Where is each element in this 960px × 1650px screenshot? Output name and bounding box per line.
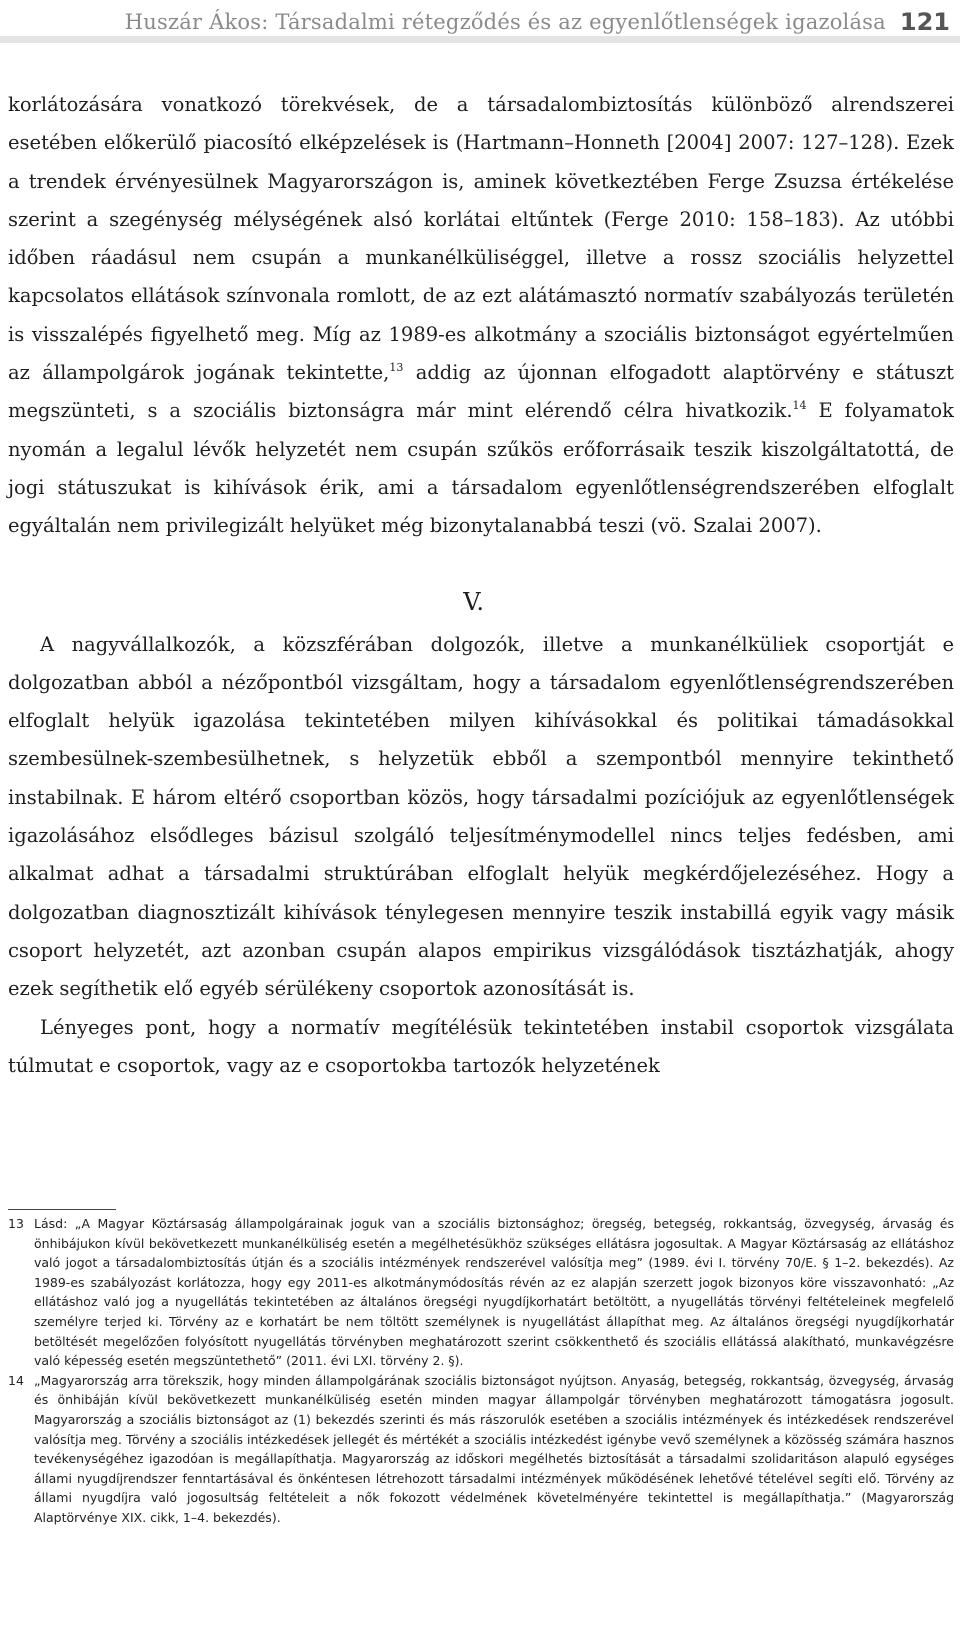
footnote-13 xyxy=(8,1214,954,1371)
page-number: 121 xyxy=(899,8,950,36)
footnotes xyxy=(8,1214,954,1528)
paragraph-text: E folyamatok nyomán a legalul lévők helyzetét nem csupán szűkös erőforrásaik teszik kiszolgáltatottá, de jogi státuszukat is kihívások érik, ami a társadalom egyenlőtlenségrendszerében elfoglalt egyáltalán nem privilegizált helyüket még bizonytalanabbá teszi (vö. Szalai 2007). xyxy=(8,399,954,538)
running-header-title: Huszár Ákos: Társadalmi rétegződés és az egyenlőtlenségek igazolása xyxy=(124,10,886,34)
footnote-14 xyxy=(8,1371,954,1528)
footnote-text: „Magyarország arra törekszik, hogy minden állampolgárának szociális biztonságot nyújtson. Anyaság, betegség, rokkantság, özvegység, árvaság és önhibáján kívül bekövetkezett munkanélküliség esetén minden magyar állampolgár törvényben meghatározott támogatásra jogosult. Magyarország a szociális biztonságot az (1) bekezdés szerinti és más rászorulók esetében a szociális intézmények és intézkedések rendszerével valósítja meg. Törvény a szociális intézkedések jellegét és mértékét a szociális intézkedést igénybe vevő személynek a közösség számára hasznos tevékenységéhez igazodóan is megállapíthatja. Magyarország az időskori megélhetés biztosítását a társadalmi szolidaritáson alapuló egységes állami nyugdíjrendszer fenntartásával és önkéntesen létrehozott társadalmi intézmények működésének lehetővé tételével segíti elő. Törvény az állami nyugdíjra való jogosultság feltételeit a nők fokozott védelmének követelményére tekintettel is megállapíthatja.” (Magyarország Alaptörvénye XIX. cikk, 1–4. bekezdés). xyxy=(34,1372,954,1525)
paragraph-text: addig az újonnan elfogadott alaptörvény e státuszt megszünteti, s a szociális biztonságra már mint elérendő célra hivatkozik. xyxy=(8,361,954,423)
footnote-number: 14 xyxy=(8,1372,24,1388)
section-heading: V. xyxy=(463,587,484,616)
footnote-text: Lásd: „A Magyar Köztársaság állampolgárainak joguk van a szociális biztonsághoz; öregség, betegség, rokkantság, özvegység, árvaság és önhibájukon kívül bekövetkezett munkanélküliség esetén a megélhetésükhöz szükséges ellátásra jogosultak. A Magyar Köztársaság az ellátáshoz való jogot a társadalombiztosítás útján és a szociális intézmények rendszerével valósítja meg” (1989. évi I. törvény 70/E. § 1–2. bekezdés). Az 1989-es szabályozást korlátozza, hogy egy 2011-es alkotmánymódosítás révén az ez alapján szerzett jogok bizonyos köre visszavonható: „Az ellátáshoz való jog a nyugellátás tekintetében az általános öregségi nyugdíjkorhatárt betöltött, a nyugellátás törvényi feltételeinek megfelelő személyre terjed ki. Törvény az e korhatárt be nem töltött személynek is nyugellátást állapíthat meg. Az általános öregségi nyugdíjkorhatár betöltését megelőzően folyósított nyugellátás törvényben meghatározott szerint csökkenthető és szociális ellátássá alakítható, munkavégzésre való képesség esetén megszüntethető” (2011. évi LXI. törvény 2. §). xyxy=(34,1216,954,1369)
body-paragraph: Lényeges pont, hogy a normatív megítélésük tekintetében instabil csoportok vizsgálata túlmutat e csoportok, vagy az e csoportokba tartozók helyzetének xyxy=(8,1015,954,1077)
footnote-separator xyxy=(8,1209,116,1210)
body-paragraph: A nagyvállalkozók, a közszférában dolgozók, illetve a munkanélküliek csoportját e dolgozatban abból a nézőpontból vizsgáltam, hogy a társadalom egyenlőtlenségrendszerében elfoglalt helyük igazolása tekintetében milyen kihívásokkal és politikai támadásokkal szembesülnek-szembesülhetnek, s helyzetük ebből a szempontból mennyire tekinthető instabilnak. E három eltérő csoportban közös, hogy társadalmi pozíciójuk az egyenlőtlenségek igazolásához elsődleges bázisul szolgáló teljesítménymodellel nincs teljes fedésben, ami alkalmat adhat a társadalmi struktúrában elfoglalt helyük megkérdőjelezéséhez. Hogy a dolgozatban diagnosztizált kihívások ténylegesen mennyire teszik instabillá egyik vagy másik csoport helyzetét, azt azonban csupán alapos empirikus vizsgálódások tisztázhatják, ahogy ezek segíthetik elő egyéb sérülékeny csoportok azonosítását is. xyxy=(8,632,954,1001)
body-paragraph xyxy=(8,86,954,546)
footnote-number: 13 xyxy=(8,1216,24,1231)
footnote-ref-14[interactable]: 14 xyxy=(792,399,807,413)
footnote-ref-13[interactable]: 13 xyxy=(389,361,404,375)
header-divider xyxy=(0,36,960,43)
main-text xyxy=(8,86,954,1085)
paragraph-text: korlátozására vonatkozó törekvések, de a társadalombiztosítás különböző alrendszerei esetében előkerülő piacosító elképzelések is (Hartmann–Honneth [2004] 2007: 127–128). Ezek a trendek érvényesülnek Magyarországon is, aminek következtében Ferge Zsuzsa értékelése szerint a szegénység mélységének alsó korlátai eltűntek (Ferge 2010: 158–183). Az utóbbi időben ráadásul nem csupán a munkanélküliséggel, illetve a rossz szociális helyzettel kapcsolatos ellátások színvonala romlott, de az ezt alátámasztó normatív szabályozás területén is visszalépés figyelhető meg. Míg az 1989-es alkotmány a szociális biztonságot egyértelműen az állampolgárok jogának tekintette, xyxy=(8,93,954,385)
